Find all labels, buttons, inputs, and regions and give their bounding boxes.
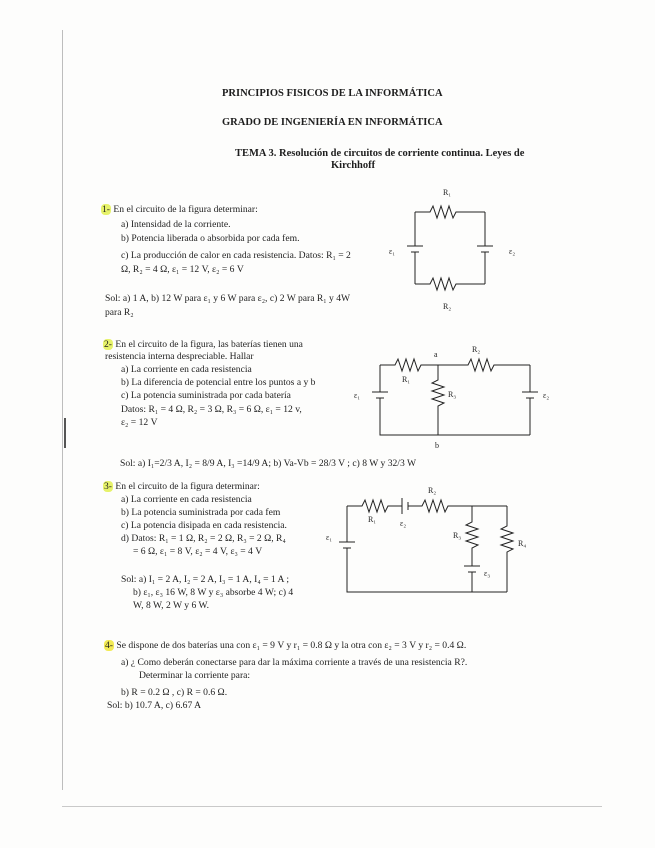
problem-3-item-a: a) La corriente en cada resistencia	[121, 494, 252, 505]
resistor-r1	[347, 500, 402, 512]
node-a-label: a	[434, 350, 438, 359]
label-r3: R₃	[448, 390, 457, 399]
resistor-r1	[380, 359, 438, 371]
resistor-r4	[501, 506, 513, 592]
problem-2-solution: Sol: a) I₁=2/3 A, I₂ = 8/9 A, I₃ =14/9 A; b) Va-Vb = 28/3 V ; c) 8 W y 32/3 W	[120, 458, 417, 469]
topic-title-line2: Kirchhoff	[331, 160, 376, 171]
problem-4-number: 4-	[105, 640, 113, 651]
problem-1-item-c-cont: Ω, R₂ = 4 Ω, ε₁ = 12 V, ε₂ = 6 V	[121, 264, 244, 275]
label-r2: R₂	[428, 486, 437, 495]
label-e2: ε₂	[509, 247, 516, 256]
resistor-r2-bottom	[415, 278, 485, 290]
problem-2-data-cont: ε₂ = 12 V	[121, 417, 158, 428]
problem-3-solution: Sol: a) I₁ = 2 A, I₂ = 2 A, I₃ = 1 A, I₄ = 1 A ;	[121, 574, 290, 585]
label-r1: R₁	[368, 515, 377, 524]
problem-2-item-c: c) La potencia suministrada por cada batería	[121, 390, 291, 401]
resistor-r3	[432, 365, 444, 435]
topic-title-line1: TEMA 3. Resolución de circuitos de corriente continua. Leyes de	[235, 148, 525, 159]
problem-3-statement: 3- En el circuito de la figura determinar:	[104, 481, 260, 492]
problem-1-statement: 1- En el circuito de la figura determinar:	[102, 204, 258, 215]
resistor-r1-top	[415, 206, 485, 218]
label-r1: R₁	[402, 375, 411, 384]
problem-1-item-b: b) Potencia liberada o absorbida por cada fem.	[121, 233, 300, 244]
label-r4: R₄	[518, 539, 527, 548]
problem-4-item-a: a) ¿ Como deberán conectarse para dar la máxima corriente a través de una resistencia R?.	[121, 657, 468, 668]
problem-1-circuit	[385, 182, 535, 312]
problem-3-number: 3-	[104, 481, 112, 492]
problem-4-statement: 4- Se dispone de dos baterías una con ε₁ = 9 V y r₁ = 0.8 Ω y la otra con ε₂ = 3 V y r₂ = 0.4 Ω.	[105, 640, 467, 651]
problem-4-item-a-cont: Determinar la corriente para:	[139, 670, 251, 681]
problem-2-circuit	[350, 340, 560, 455]
problem-1-item-a: a) Intensidad de la corriente.	[121, 219, 231, 230]
problem-2-statement: 2- En el circuito de la figura, las baterías tienen una	[104, 339, 303, 350]
resistor-r2	[408, 500, 472, 512]
page-left-edge	[62, 30, 63, 790]
resistor-r2	[438, 359, 530, 371]
problem-2-statement-cont: resistencia interna despreciable. Hallar	[105, 351, 254, 362]
problem-1-number: 1-	[102, 204, 110, 215]
label-e3: ε₃	[484, 569, 491, 578]
problem-3-circuit	[322, 484, 532, 609]
label-r3: R₃	[453, 531, 462, 540]
label-e1: ε₁	[389, 247, 396, 256]
problem-3-solution-cont: b) ε₁, ε₃ 16 W, 8 W y ε₃ absorbe 4 W; c) 4	[133, 587, 294, 598]
label-e1: ε₁	[354, 391, 361, 400]
problem-3-solution-cont2: W, 8 W, 2 W y 6 W.	[133, 600, 210, 611]
label-r2: R₂	[443, 302, 452, 311]
problem-2-item-b: b) La diferencia de potencial entre los puntos a y b	[121, 377, 316, 388]
page-bottom-edge	[62, 806, 602, 807]
problem-2-item-a: a) La corriente en cada resistencia	[121, 364, 252, 375]
scan-margin-mark	[64, 418, 66, 448]
label-r2: R₂	[472, 345, 481, 354]
problem-1-solution-cont: para R₂	[105, 307, 134, 318]
course-title: PRINCIPIOS FISICOS DE LA INFORMÁTICA	[222, 88, 443, 99]
resistor-r3	[466, 506, 478, 566]
label-e2: ε₂	[543, 391, 550, 400]
problem-1-item-c: c) La producción de calor en cada resistencia. Datos: R₁ = 2	[121, 250, 351, 261]
problem-1-solution: Sol: a) 1 A, b) 12 W para ε₁ y 6 W para ε₂, c) 2 W para R₁ y 4W	[105, 293, 351, 304]
degree-title: GRADO DE INGENIERÍA EN INFORMÁTICA	[222, 117, 443, 128]
label-e2: ε₂	[400, 519, 407, 528]
problem-4-item-b: b) R = 0.2 Ω , c) R = 0.6 Ω.	[121, 687, 228, 698]
problem-2-number: 2-	[104, 339, 112, 350]
label-r1: R₁	[443, 188, 452, 197]
node-b-label: b	[435, 441, 439, 450]
problem-3-item-d-cont: = 6 Ω, ε₁ = 8 V, ε₂ = 4 V, ε₃ = 4 V	[133, 546, 263, 557]
problem-3-item-d: d) Datos: R₁ = 1 Ω, R₂ = 2 Ω, R₃ = 2 Ω, R₄	[121, 533, 286, 544]
problem-3-item-c: c) La potencia disipada en cada resistencia.	[121, 520, 287, 531]
problem-2-data: Datos: R₁ = 4 Ω, R₂ = 3 Ω, R₃ = 6 Ω, ε₁ = 12 v,	[121, 404, 302, 415]
label-e1: ε₁	[326, 533, 333, 542]
problem-4-solution: Sol: b) 10.7 A, c) 6.67 A	[107, 700, 202, 711]
problem-3-item-b: b) La potencia suministrada por cada fem	[121, 507, 281, 518]
